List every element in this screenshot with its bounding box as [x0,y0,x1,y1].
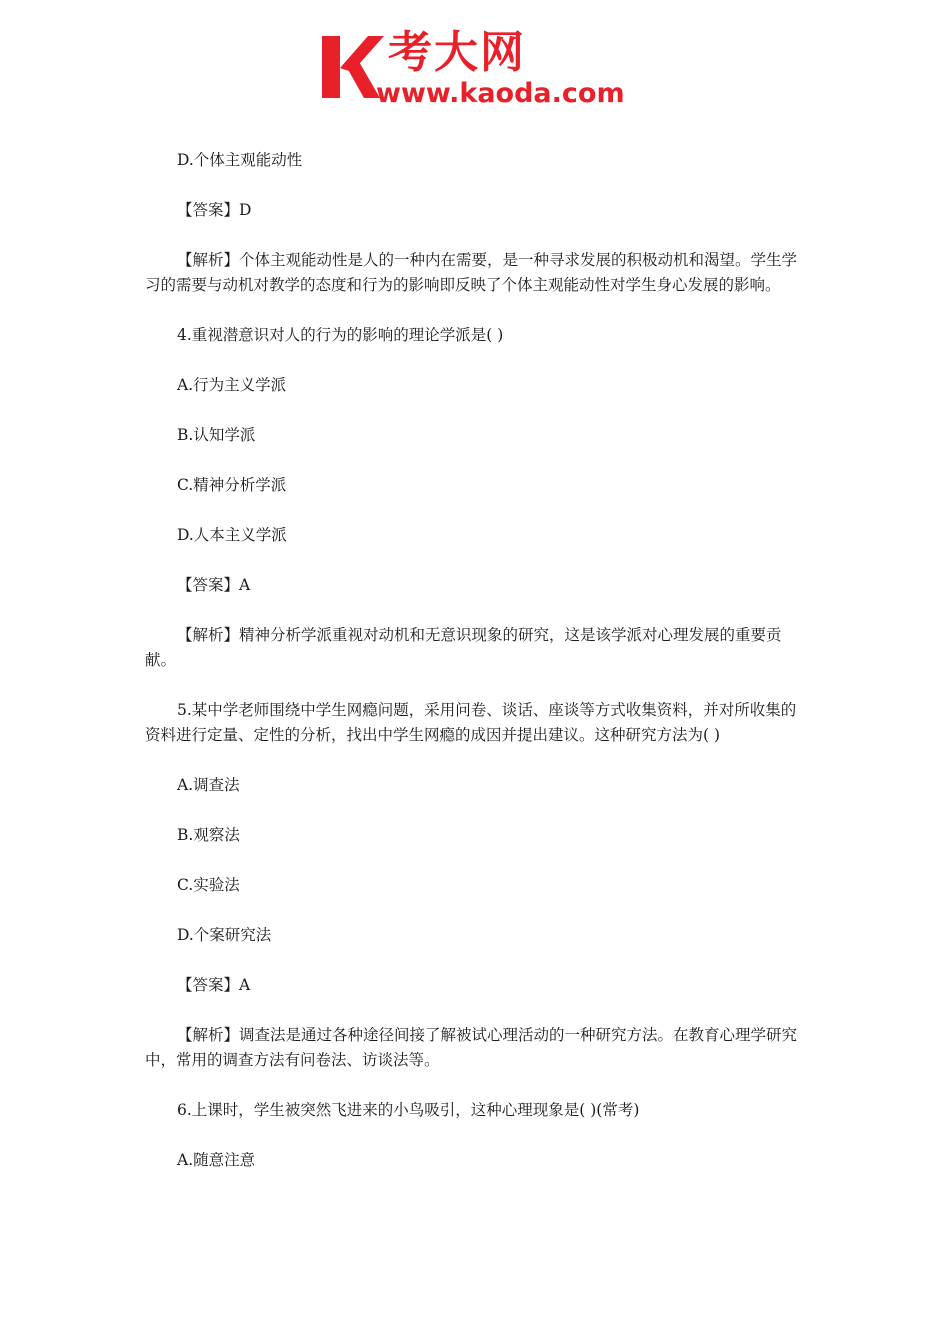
q5-option-d: D.个案研究法 [177,926,272,944]
q5-option-b: B.观察法 [177,826,240,844]
logo-url: www.kaoda.com [376,78,625,109]
q3-option-d: D.个体主观能动性 [177,151,303,169]
q3-answer: 【答案】D [177,201,252,219]
q4-option-d: D.人本主义学派 [177,526,287,544]
q5-analysis: 【解析】调查法是通过各种途径间接了解被试心理活动的一种研究方法。在教育心理学研究中，常用的调查方法有问卷法、访谈法等。 [145,1026,798,1069]
q5-answer: 【答案】A [177,976,251,994]
q4-option-a: A.行为主义学派 [177,376,287,394]
q6-option-a: A.随意注意 [177,1151,256,1169]
q4-option-b: B.认知学派 [177,426,256,444]
q4-stem: 4.重视潜意识对人的行为的影响的理论学派是( ) [177,326,504,344]
q5-stem: 5.某中学老师围绕中学生网瘾问题，采用问卷、谈话、座谈等方式收集资料，并对所收集的资料进行定量、定性的分析，找出中学生网瘾的成因并提出建议。这种研究方法为( ) [145,701,797,744]
q5-option-c: C.实验法 [177,876,240,894]
q5-option-a: A.调查法 [177,776,240,794]
q4-option-c: C.精神分析学派 [177,476,287,494]
q6-stem: 6.上课时，学生被突然飞进来的小鸟吸引，这种心理现象是( )(常考) [177,1101,640,1119]
logo-text-cn: 考大网 [388,27,526,78]
q4-answer: 【答案】A [177,576,251,594]
logo-k-mark [318,32,384,102]
site-logo[interactable] [318,28,648,112]
q4-analysis: 【解析】精神分析学派重视对动机和无意识现象的研究，这是该学派对心理发展的重要贡献。 [145,626,782,669]
q3-analysis: 【解析】个体主观能动性是人的一种内在需要，是一种寻求发展的积极动机和渴望。学生学习的需要与动机对教学的态度和行为的影响即反映了个体主观能动性对学生身心发展的影响。 [145,251,798,294]
document-body [145,148,810,1173]
